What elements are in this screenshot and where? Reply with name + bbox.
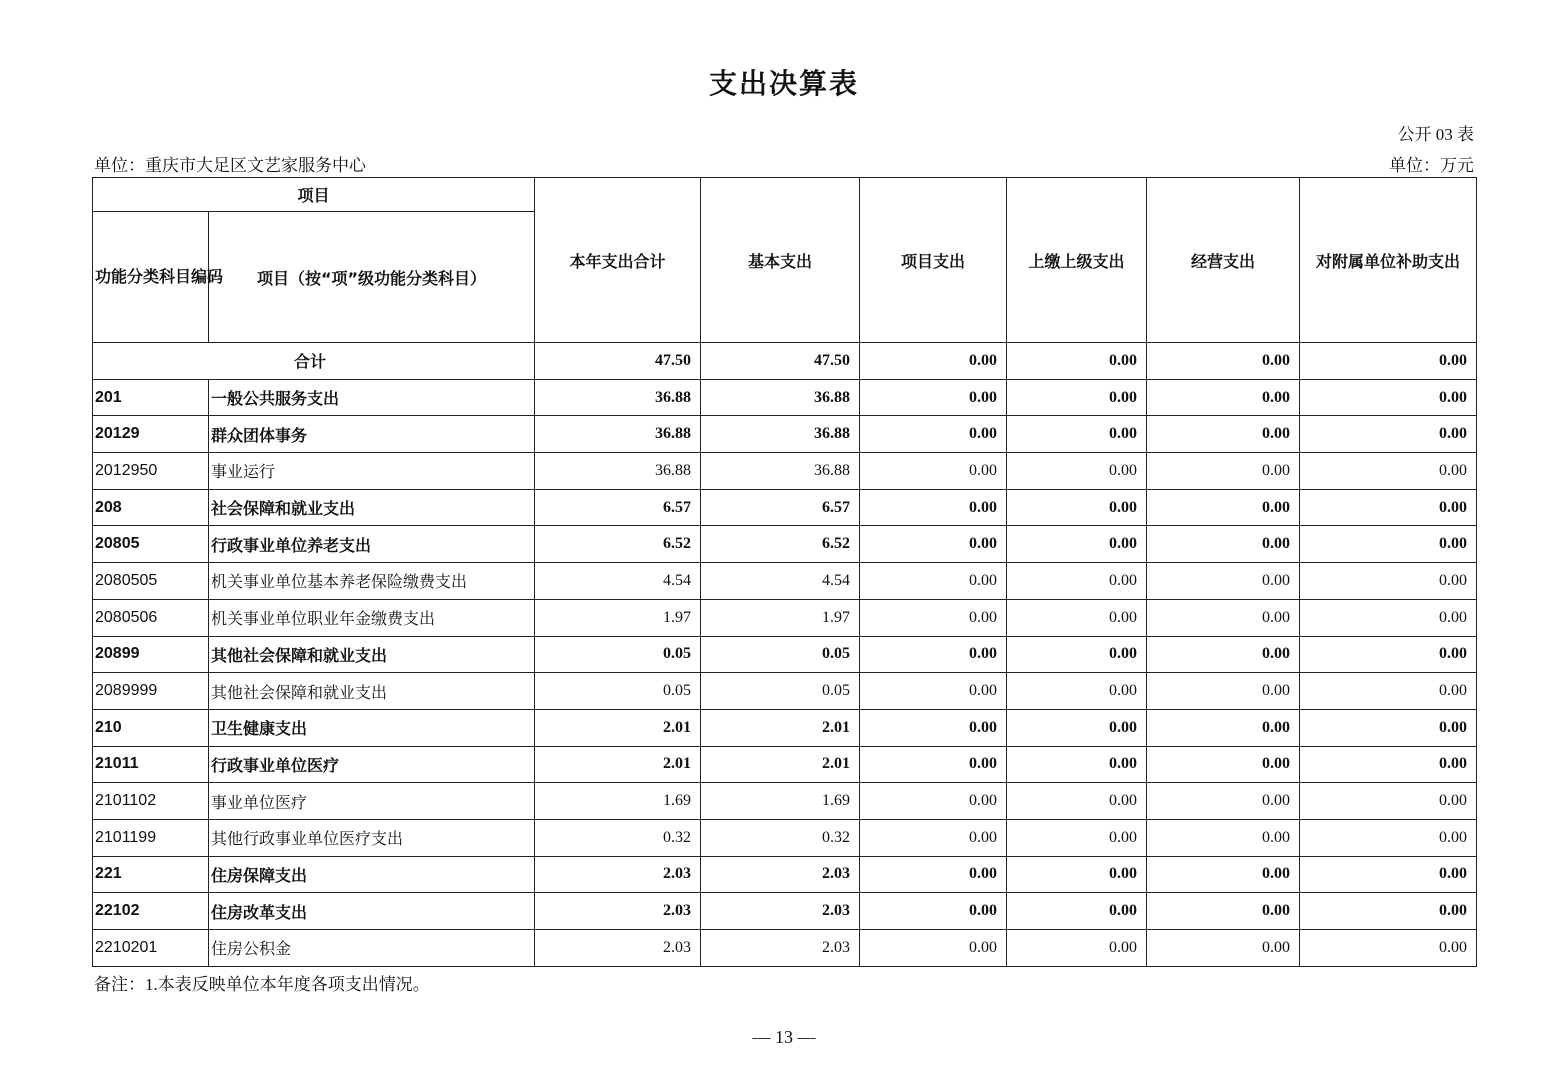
row-value: 0.00: [1007, 599, 1147, 636]
row-value: 0.00: [1147, 856, 1300, 893]
row-code: 208: [93, 489, 209, 526]
row-value: 0.00: [1300, 379, 1477, 416]
row-value: 0.00: [1007, 893, 1147, 930]
row-value: 6.52: [701, 526, 860, 563]
row-value: 0.00: [1147, 599, 1300, 636]
row-value: 0.00: [1147, 783, 1300, 820]
table-row: [93, 599, 1477, 636]
row-code: 21011: [93, 746, 209, 783]
row-code: 2210201: [93, 930, 209, 967]
unit-name: 单位：重庆市大足区文艺家服务中心: [94, 156, 366, 175]
row-name: 其他社会保障和就业支出: [209, 636, 535, 673]
row-value: 0.00: [1300, 673, 1477, 710]
header-total: 本年支出合计: [535, 178, 701, 343]
row-value: 2.03: [701, 856, 860, 893]
row-value: 0.00: [860, 746, 1007, 783]
row-name: 机关事业单位基本养老保险缴费支出: [209, 563, 535, 600]
row-value: 0.00: [1007, 856, 1147, 893]
row-value: 2.01: [535, 746, 701, 783]
header-upper-level: 上缴上级支出: [1007, 178, 1147, 343]
row-value: 0.00: [860, 599, 1007, 636]
table-row: [93, 636, 1477, 673]
row-value: 2.03: [535, 893, 701, 930]
row-value: 0.00: [1147, 526, 1300, 563]
row-value: 0.00: [1300, 783, 1477, 820]
row-value: 0.00: [1300, 819, 1477, 856]
table-row: [93, 416, 1477, 453]
row-value: 36.88: [535, 453, 701, 490]
row-value: 0.00: [1300, 709, 1477, 746]
total-cell: 0.00: [860, 343, 1007, 380]
table-row: [93, 930, 1477, 967]
row-value: 0.00: [860, 489, 1007, 526]
row-code: 2012950: [93, 453, 209, 490]
row-value: 0.00: [1147, 673, 1300, 710]
row-name: 行政事业单位医疗: [209, 746, 535, 783]
row-code: 2089999: [93, 673, 209, 710]
row-value: 36.88: [535, 416, 701, 453]
header-subsidy: 对附属单位补助支出: [1300, 178, 1477, 343]
row-value: 2.03: [701, 930, 860, 967]
row-value: 2.03: [701, 893, 860, 930]
row-value: 0.00: [1300, 526, 1477, 563]
table-row: [93, 893, 1477, 930]
header-basic: 基本支出: [701, 178, 860, 343]
row-value: 0.00: [1007, 930, 1147, 967]
row-value: 0.05: [701, 636, 860, 673]
header-business: 经营支出: [1147, 178, 1300, 343]
table-row: [93, 709, 1477, 746]
row-name: 一般公共服务支出: [209, 379, 535, 416]
row-value: 0.00: [1147, 819, 1300, 856]
row-code: 20805: [93, 526, 209, 563]
table-row: [93, 379, 1477, 416]
page-title: 支出决算表: [708, 67, 859, 100]
row-value: 4.54: [701, 563, 860, 600]
row-value: 0.00: [1147, 709, 1300, 746]
total-cell: 47.50: [701, 343, 860, 380]
row-value: 0.00: [860, 893, 1007, 930]
row-value: 0.05: [535, 636, 701, 673]
row-value: 0.00: [1007, 489, 1147, 526]
row-value: 0.00: [1007, 636, 1147, 673]
row-code: 2101199: [93, 819, 209, 856]
row-name: 其他社会保障和就业支出: [209, 673, 535, 710]
row-value: 0.00: [1300, 930, 1477, 967]
row-code: 22102: [93, 893, 209, 930]
table-row: [93, 783, 1477, 820]
row-value: 0.00: [1300, 856, 1477, 893]
row-code: 2080505: [93, 563, 209, 600]
row-value: 2.03: [535, 856, 701, 893]
row-code: 2101102: [93, 783, 209, 820]
row-value: 0.00: [1147, 453, 1300, 490]
row-value: 0.00: [860, 379, 1007, 416]
row-value: 0.00: [1007, 563, 1147, 600]
page-number: — 13 —: [752, 1027, 816, 1047]
footnote: 备注：1.本表反映单位本年度各项支出情况。: [94, 975, 430, 994]
row-code: 201: [93, 379, 209, 416]
row-name: 机关事业单位职业年金缴费支出: [209, 599, 535, 636]
row-value: 0.00: [1300, 416, 1477, 453]
total-cell: 0.00: [1300, 343, 1477, 380]
row-value: 0.00: [1007, 526, 1147, 563]
table-row: [93, 526, 1477, 563]
row-value: 0.00: [1300, 599, 1477, 636]
row-value: 0.00: [1147, 746, 1300, 783]
row-value: 2.01: [701, 746, 860, 783]
total-label: 合计: [93, 343, 535, 380]
row-value: 6.57: [535, 489, 701, 526]
table-row: [93, 563, 1477, 600]
row-value: 0.00: [1007, 453, 1147, 490]
row-value: 36.88: [701, 379, 860, 416]
row-value: 0.00: [1007, 819, 1147, 856]
row-code: 20129: [93, 416, 209, 453]
total-cell: 47.50: [535, 343, 701, 380]
row-value: 0.00: [860, 819, 1007, 856]
row-value: 0.00: [860, 526, 1007, 563]
row-name: 群众团体事务: [209, 416, 535, 453]
row-code: 221: [93, 856, 209, 893]
row-value: 0.00: [1147, 489, 1300, 526]
table-row: [93, 673, 1477, 710]
row-value: 0.00: [1007, 416, 1147, 453]
row-value: 4.54: [535, 563, 701, 600]
total-cell: 0.00: [1147, 343, 1300, 380]
row-value: 2.01: [535, 709, 701, 746]
row-value: 0.00: [1007, 709, 1147, 746]
row-value: 1.97: [701, 599, 860, 636]
row-value: 0.00: [860, 930, 1007, 967]
row-name: 其他行政事业单位医疗支出: [209, 819, 535, 856]
row-value: 1.69: [535, 783, 701, 820]
row-name: 事业运行: [209, 453, 535, 490]
row-code: 2080506: [93, 599, 209, 636]
row-value: 0.00: [1007, 673, 1147, 710]
header-code: 功能分类科目编码: [93, 212, 209, 343]
row-name: 社会保障和就业支出: [209, 489, 535, 526]
row-value: 0.00: [1147, 893, 1300, 930]
row-value: 36.88: [535, 379, 701, 416]
row-value: 0.00: [860, 856, 1007, 893]
row-value: 0.00: [1300, 893, 1477, 930]
row-code: 20899: [93, 636, 209, 673]
currency-unit: 单位：万元: [1389, 156, 1474, 175]
row-value: 0.00: [860, 563, 1007, 600]
header-name: 项目（按“项”级功能分类科目）: [209, 212, 535, 343]
row-value: 0.00: [860, 783, 1007, 820]
row-name: 住房公积金: [209, 930, 535, 967]
row-code: 210: [93, 709, 209, 746]
expenditure-table: [92, 177, 1477, 967]
row-value: 1.97: [535, 599, 701, 636]
row-value: 0.05: [701, 673, 860, 710]
row-name: 行政事业单位养老支出: [209, 526, 535, 563]
row-value: 0.00: [1300, 746, 1477, 783]
table-row: [93, 489, 1477, 526]
row-value: 6.52: [535, 526, 701, 563]
row-name: 事业单位医疗: [209, 783, 535, 820]
row-value: 0.00: [1007, 746, 1147, 783]
total-row: [93, 343, 1477, 380]
row-value: 0.00: [1147, 930, 1300, 967]
row-value: 0.00: [1007, 379, 1147, 416]
row-value: 0.00: [1300, 489, 1477, 526]
row-value: 0.00: [860, 673, 1007, 710]
row-value: 2.03: [535, 930, 701, 967]
row-name: 住房改革支出: [209, 893, 535, 930]
row-value: 0.00: [1300, 563, 1477, 600]
row-value: 0.00: [1147, 636, 1300, 673]
header-project: 项目: [93, 178, 535, 212]
form-number: 公开 03 表: [1397, 125, 1474, 144]
row-value: 0.00: [1147, 563, 1300, 600]
table-row: [93, 453, 1477, 490]
header-project-expense: 项目支出: [860, 178, 1007, 343]
table-row: [93, 856, 1477, 893]
row-value: 36.88: [701, 416, 860, 453]
row-value: 0.00: [1007, 783, 1147, 820]
row-value: 0.32: [535, 819, 701, 856]
table-row: [93, 746, 1477, 783]
row-value: 36.88: [701, 453, 860, 490]
row-value: 0.05: [535, 673, 701, 710]
row-value: 0.00: [860, 453, 1007, 490]
table-row: [93, 819, 1477, 856]
row-value: 0.00: [860, 416, 1007, 453]
row-value: 0.00: [1300, 636, 1477, 673]
row-value: 1.69: [701, 783, 860, 820]
total-cell: 0.00: [1007, 343, 1147, 380]
row-value: 0.00: [1300, 453, 1477, 490]
row-name: 住房保障支出: [209, 856, 535, 893]
row-value: 6.57: [701, 489, 860, 526]
row-value: 2.01: [701, 709, 860, 746]
row-value: 0.00: [1147, 416, 1300, 453]
row-value: 0.32: [701, 819, 860, 856]
row-value: 0.00: [1147, 379, 1300, 416]
row-value: 0.00: [860, 636, 1007, 673]
row-value: 0.00: [860, 709, 1007, 746]
row-name: 卫生健康支出: [209, 709, 535, 746]
